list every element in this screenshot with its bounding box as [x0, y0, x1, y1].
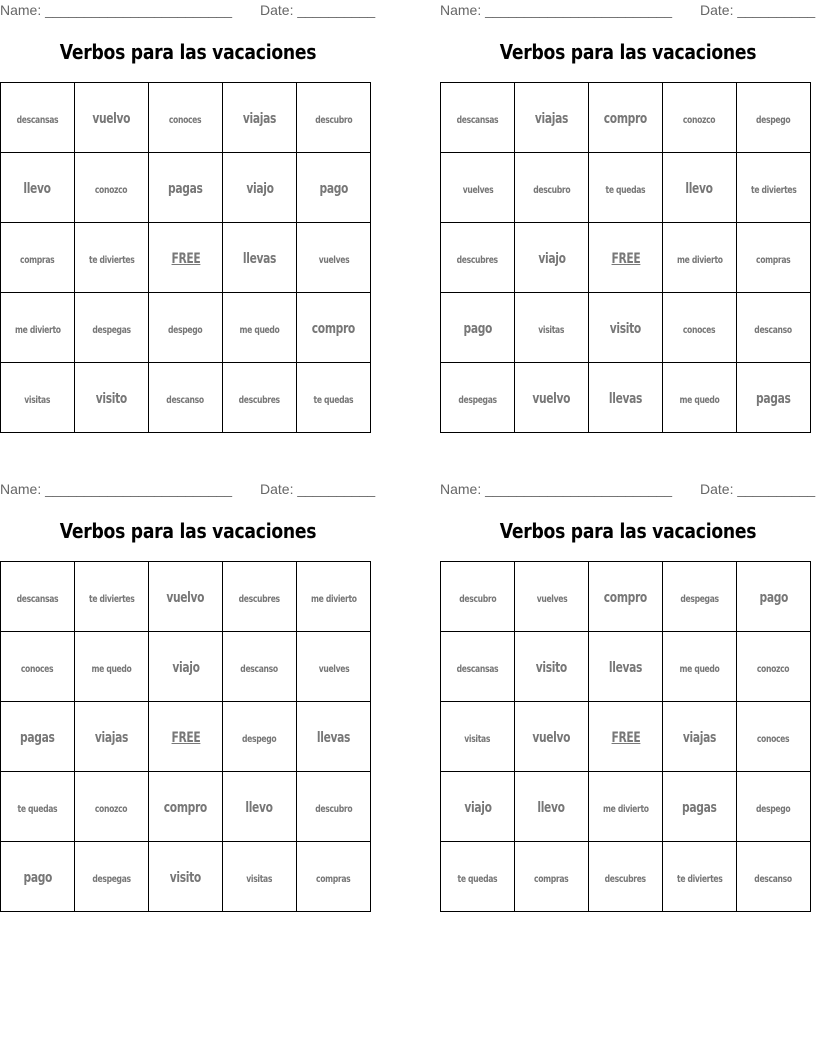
bingo-cell — [149, 632, 223, 702]
bingo-cell — [75, 702, 149, 772]
bingo-cell — [663, 632, 737, 702]
cell-label: descansas — [456, 664, 499, 675]
cell-label: descanso — [166, 395, 205, 406]
cell-label: vuelvo — [92, 111, 131, 127]
cell-label: visitas — [464, 734, 491, 745]
cell-label: me divierto — [14, 325, 61, 336]
bingo-cell — [441, 223, 515, 293]
grid-row — [1, 562, 371, 632]
cell-label: visito — [95, 391, 128, 407]
bingo-cell — [149, 363, 223, 433]
cell-label: compro — [603, 590, 648, 606]
bingo-cell — [75, 363, 149, 433]
bingo-cell — [1, 842, 75, 912]
bingo-cell — [589, 293, 663, 363]
cell-label: llevo — [537, 800, 566, 816]
grid-row — [1, 223, 371, 293]
cell-label: me divierto — [676, 255, 723, 266]
bingo-cell — [663, 83, 737, 153]
bingo-grid — [440, 82, 811, 433]
cell-label: te quedas — [605, 185, 646, 196]
bingo-cell — [297, 632, 371, 702]
card-header — [0, 479, 376, 501]
cell-label: pago — [463, 321, 492, 337]
bingo-cell — [737, 632, 811, 702]
grid-row — [441, 83, 811, 153]
grid-row — [441, 363, 811, 433]
cell-label: viajas — [94, 730, 129, 746]
bingo-cell — [149, 153, 223, 223]
bingo-cell — [297, 83, 371, 153]
date-field[interactable]: Date: __________ — [260, 2, 376, 18]
cell-label: viajas — [242, 111, 277, 127]
cell-label: conoces — [169, 115, 202, 126]
grid-row — [441, 223, 811, 293]
cell-label: viajo — [245, 181, 274, 197]
cell-label: FREE — [611, 730, 640, 746]
bingo-cell — [663, 223, 737, 293]
grid-row — [441, 293, 811, 363]
bingo-cell — [1, 83, 75, 153]
bingo-cell — [223, 363, 297, 433]
date-field[interactable]: Date: __________ — [700, 481, 816, 497]
cell-label: viajo — [537, 251, 566, 267]
bingo-cell — [75, 632, 149, 702]
grid-row — [441, 632, 811, 702]
bingo-cell — [75, 293, 149, 363]
cell-label: te diviertes — [750, 185, 797, 196]
cell-label: despegas — [458, 395, 497, 406]
bingo-cell — [663, 842, 737, 912]
cell-label: FREE — [171, 251, 200, 267]
cell-label: FREE — [611, 251, 640, 267]
cell-label: vuelvo — [532, 391, 571, 407]
cell-label: pago — [759, 590, 788, 606]
cell-label: te diviertes — [88, 255, 135, 266]
cell-label: descubres — [604, 874, 647, 885]
bingo-cell — [737, 562, 811, 632]
free-space-cell — [149, 223, 223, 293]
grid-row — [441, 562, 811, 632]
cell-label: llevas — [316, 730, 351, 746]
bingo-cell — [1, 223, 75, 293]
cell-label: despego — [756, 115, 791, 126]
cell-label: llevo — [245, 800, 274, 816]
bingo-cell — [589, 363, 663, 433]
bingo-cell — [515, 223, 589, 293]
bingo-cell — [75, 83, 149, 153]
cell-label: despegas — [680, 594, 719, 605]
bingo-cell — [297, 293, 371, 363]
bingo-cell — [223, 562, 297, 632]
bingo-cell — [441, 363, 515, 433]
bingo-cell — [223, 772, 297, 842]
bingo-cell — [441, 702, 515, 772]
bingo-cell — [515, 293, 589, 363]
name-field[interactable]: Name: ________________________ — [440, 2, 672, 18]
cell-label: vuelves — [536, 594, 567, 605]
cell-label: pagas — [756, 391, 791, 407]
cell-label: llevas — [608, 660, 643, 676]
grid-row — [441, 842, 811, 912]
cell-label: vuelvo — [532, 730, 571, 746]
cell-label: te diviertes — [676, 874, 723, 885]
bingo-card — [440, 479, 816, 919]
bingo-cell — [441, 153, 515, 223]
bingo-cell — [737, 83, 811, 153]
cell-label: me quedo — [679, 395, 720, 406]
bingo-cell — [515, 772, 589, 842]
cell-label: despego — [168, 325, 203, 336]
bingo-cell — [75, 842, 149, 912]
cell-label: viajo — [463, 800, 492, 816]
bingo-grid — [0, 82, 371, 433]
cell-label: despego — [242, 734, 277, 745]
grid-row — [1, 293, 371, 363]
card-header — [0, 0, 376, 22]
bingo-cell — [589, 562, 663, 632]
cell-label: visito — [169, 870, 202, 886]
bingo-cell — [441, 772, 515, 842]
cell-label: te quedas — [17, 804, 58, 815]
bingo-grid — [440, 561, 811, 912]
bingo-cell — [223, 223, 297, 293]
card-header — [440, 479, 816, 501]
cell-label: conoces — [21, 664, 54, 675]
bingo-cell — [663, 293, 737, 363]
grid-row — [1, 842, 371, 912]
cell-label: viajas — [682, 730, 717, 746]
cell-label: compro — [163, 800, 208, 816]
bingo-cell — [223, 842, 297, 912]
cell-label: compras — [20, 255, 55, 266]
cell-label: visitas — [24, 395, 51, 406]
name-field[interactable]: Name: ________________________ — [0, 481, 232, 497]
cell-label: descanso — [240, 664, 279, 675]
cell-label: conoces — [683, 325, 716, 336]
bingo-grid — [0, 561, 371, 912]
bingo-cell — [223, 153, 297, 223]
bingo-cell — [515, 702, 589, 772]
bingo-cell — [441, 632, 515, 702]
bingo-cell — [75, 223, 149, 293]
cell-label: descansas — [16, 594, 59, 605]
cell-label: descansas — [456, 115, 499, 126]
card-title: Verbos para las vacaciones — [59, 40, 317, 64]
cell-label: viajo — [171, 660, 200, 676]
card-title: Verbos para las vacaciones — [499, 519, 757, 543]
bingo-cell — [297, 562, 371, 632]
bingo-cell — [1, 363, 75, 433]
grid-row — [1, 702, 371, 772]
cell-label: vuelves — [462, 185, 493, 196]
cell-label: vuelvo — [166, 590, 205, 606]
bingo-cell — [663, 153, 737, 223]
bingo-cell — [441, 842, 515, 912]
cell-label: me divierto — [602, 804, 649, 815]
grid-row — [441, 772, 811, 842]
bingo-cell — [663, 772, 737, 842]
bingo-cell — [515, 562, 589, 632]
cell-label: visitas — [538, 325, 565, 336]
bingo-cell — [149, 562, 223, 632]
bingo-cell — [589, 153, 663, 223]
cell-label: descanso — [754, 325, 793, 336]
bingo-cell — [149, 842, 223, 912]
cell-label: compras — [316, 874, 351, 885]
grid-row — [1, 153, 371, 223]
card-title: Verbos para las vacaciones — [59, 519, 317, 543]
bingo-cell — [149, 293, 223, 363]
bingo-cell — [737, 293, 811, 363]
grid-row — [1, 632, 371, 702]
cell-label: descanso — [754, 874, 793, 885]
cell-label: pagas — [168, 181, 203, 197]
cell-label: visito — [609, 321, 642, 337]
grid-row — [1, 772, 371, 842]
cell-label: pagas — [682, 800, 717, 816]
cell-label: viajas — [534, 111, 569, 127]
bingo-cell — [1, 702, 75, 772]
cell-label: pago — [23, 870, 52, 886]
cell-label: me quedo — [91, 664, 132, 675]
bingo-cell — [589, 842, 663, 912]
cell-label: descubro — [315, 804, 352, 815]
bingo-cell — [589, 772, 663, 842]
cell-label: descubro — [459, 594, 496, 605]
bingo-cell — [75, 562, 149, 632]
cell-label: me quedo — [679, 664, 720, 675]
bingo-cell — [589, 83, 663, 153]
cell-label: visitas — [246, 874, 273, 885]
cell-label: llevas — [242, 251, 277, 267]
grid-row — [1, 363, 371, 433]
cell-label: vuelves — [318, 664, 349, 675]
cell-label: vuelves — [318, 255, 349, 266]
cell-label: me quedo — [239, 325, 280, 336]
grid-row — [1, 83, 371, 153]
cell-label: descubro — [533, 185, 570, 196]
grid-row — [441, 702, 811, 772]
bingo-cell — [297, 772, 371, 842]
cell-label: llevo — [23, 181, 52, 197]
bingo-cell — [297, 702, 371, 772]
cell-label: despegas — [92, 325, 131, 336]
bingo-cell — [297, 153, 371, 223]
bingo-cell — [223, 83, 297, 153]
bingo-cell — [297, 363, 371, 433]
free-space-cell — [149, 702, 223, 772]
bingo-cell — [737, 842, 811, 912]
name-field[interactable]: Name: ________________________ — [0, 2, 232, 18]
bingo-cell — [223, 702, 297, 772]
cell-label: te diviertes — [88, 594, 135, 605]
cell-label: compras — [756, 255, 791, 266]
bingo-cell — [441, 83, 515, 153]
date-field[interactable]: Date: __________ — [260, 481, 376, 497]
card-header — [440, 0, 816, 22]
bingo-cell — [663, 363, 737, 433]
bingo-cell — [1, 562, 75, 632]
bingo-cell — [515, 83, 589, 153]
cell-label: llevo — [685, 181, 714, 197]
cell-label: descansas — [16, 115, 59, 126]
cell-label: descubres — [456, 255, 499, 266]
cell-label: conozco — [95, 804, 128, 815]
cell-label: te quedas — [313, 395, 354, 406]
cell-label: conozco — [757, 664, 790, 675]
bingo-card — [0, 479, 376, 919]
name-field[interactable]: Name: ________________________ — [440, 481, 672, 497]
bingo-cell — [149, 83, 223, 153]
cell-label: compro — [311, 321, 356, 337]
cell-label: conozco — [95, 185, 128, 196]
bingo-cell — [515, 153, 589, 223]
bingo-cell — [737, 223, 811, 293]
bingo-cell — [149, 772, 223, 842]
cell-label: despegas — [92, 874, 131, 885]
bingo-cell — [737, 772, 811, 842]
cell-label: llevas — [608, 391, 643, 407]
bingo-cell — [663, 702, 737, 772]
cell-label: pagas — [20, 730, 55, 746]
bingo-cell — [1, 772, 75, 842]
bingo-cell — [297, 842, 371, 912]
card-title: Verbos para las vacaciones — [499, 40, 757, 64]
bingo-cell — [515, 363, 589, 433]
cell-label: conozco — [683, 115, 716, 126]
cell-label: descubres — [238, 594, 281, 605]
cell-label: compro — [603, 111, 648, 127]
free-space-cell — [589, 223, 663, 293]
bingo-cell — [737, 363, 811, 433]
bingo-cell — [297, 223, 371, 293]
bingo-card — [0, 0, 376, 440]
cell-label: descubres — [238, 395, 281, 406]
cell-label: conoces — [757, 734, 790, 745]
cell-label: pago — [319, 181, 348, 197]
bingo-cell — [441, 293, 515, 363]
cell-label: visito — [535, 660, 568, 676]
bingo-cell — [441, 562, 515, 632]
cell-label: descubro — [315, 115, 352, 126]
bingo-cell — [223, 293, 297, 363]
bingo-card — [440, 0, 816, 440]
bingo-cell — [515, 632, 589, 702]
bingo-cell — [75, 772, 149, 842]
bingo-cell — [223, 632, 297, 702]
bingo-cell — [515, 842, 589, 912]
cell-label: FREE — [171, 730, 200, 746]
cell-label: despego — [756, 804, 791, 815]
free-space-cell — [589, 702, 663, 772]
bingo-cell — [737, 702, 811, 772]
date-field[interactable]: Date: __________ — [700, 2, 816, 18]
bingo-cell — [737, 153, 811, 223]
bingo-cell — [75, 153, 149, 223]
grid-row — [441, 153, 811, 223]
bingo-cell — [1, 293, 75, 363]
bingo-cell — [1, 153, 75, 223]
cell-label: te quedas — [457, 874, 498, 885]
bingo-cell — [1, 632, 75, 702]
cell-label: compras — [534, 874, 569, 885]
cell-label: me divierto — [310, 594, 357, 605]
bingo-cell — [589, 632, 663, 702]
bingo-cell — [663, 562, 737, 632]
